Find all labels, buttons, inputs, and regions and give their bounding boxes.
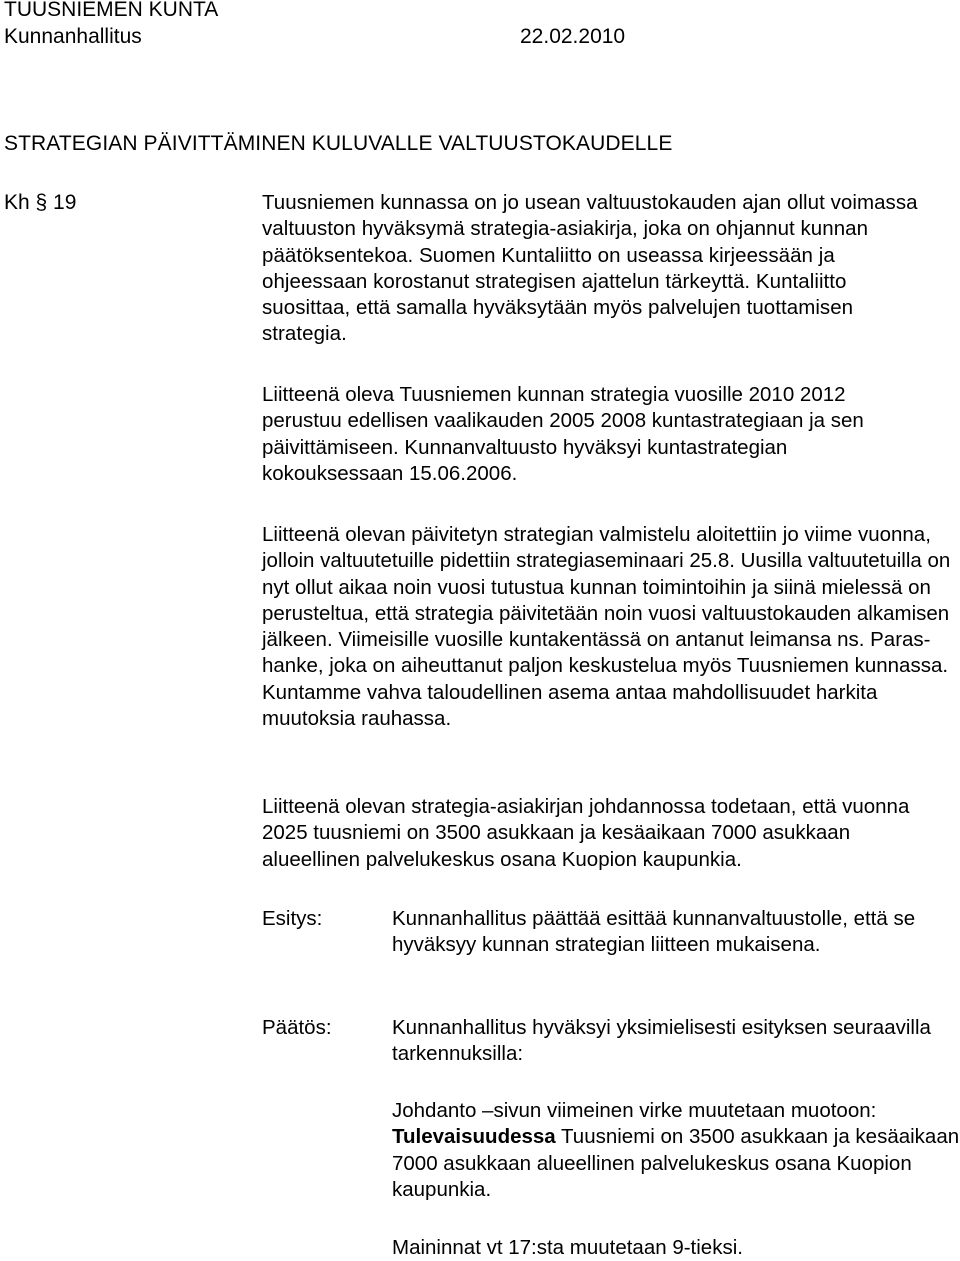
amendment-keyword: Tulevaisuudessa [392,1125,556,1149]
decision-label: Päätös: [262,1016,332,1039]
proposal-label: Esitys: [262,907,323,930]
municipality-name: TUUSNIEMEN KUNTA [4,0,219,21]
paragraph-update-process: Liitteenä olevan päivitetyn strategian valmistelu aloitettiin jo viime vuonna, jolloin valtuutetuille pidettiin strategiaseminaari 25.8. Uusilla valtuutetuilla on nyt ollut aikaa noin vuosi tutustua kunnan toimintoihin ja siinä mielessä on perusteltua, että strategia päivitetään noin vuosi valtuustokauden alkamisen jälkeen. Viimeisille vuosille kuntakentässä on antanut leimansa ns. Paras-hanke, joka on aiheuttanut paljon keskustelua myös Tuusniemen kunnassa. Kuntamme vahva taloudellinen asema antaa mahdollisuudet harkita muutoksia rauhassa. [262,523,951,731]
board-name: Kunnanhallitus [4,25,142,48]
meeting-date: 22.02.2010 [520,25,626,48]
amendment-intro: Johdanto –sivun viimeinen virke muutetaan muotoon: [392,1099,877,1122]
paragraph-intro: Tuusniemen kunnassa on jo usean valtuustokauden ajan ollut voimassa valtuuston hyväksymä strategia-asiakirja, joka on ohjannut kunnan päätöksentekoa. Suomen Kuntaliitto on useassa kirjeessään ja ohjeessaan korostanut strategisen ajattelun tärkeyttä. Kuntaliitto suosittaa, että samalla hyväksytään myös palvelujen tuottamisen strategia. [262,191,918,346]
paragraph-previous-strategy: Liitteenä oleva Tuusniemen kunnan strategia vuosille 2010 2012 perustuu edellisen vaalikauden 2005 2008 kuntastrategiaan ja sen päivittämiseen. Kunnanvaltuusto hyväksyi kuntastrategian kokouksessaan 15.06.2006. [262,383,864,485]
document-title: STRATEGIAN PÄIVITTÄMINEN KULUVALLE VALTUUSTOKAUDELLE [4,132,673,155]
amendment-block [392,1098,960,1203]
decision-text: Kunnanhallitus hyväksyi yksimielisesti esityksen seuraavilla tarkennuksilla: [392,1016,931,1066]
section-code: Kh § 19 [4,191,77,214]
route-note: Maininnat vt 17:sta muutetaan 9-tieksi. [392,1236,743,1259]
amendment-text: Tuusniemi on 3500 asukkaan ja kesäaikaan 7000 asukkaan alueellinen palvelukeskus osana Kuopion kaupunkia. [392,1125,960,1201]
paragraph-vision: Liitteenä olevan strategia-asiakirjan johdannossa todetaan, että vuonna 2025 tuusniemi on 3500 asukkaan ja kesäaikaan 7000 asukkaan alueellinen palvelukeskus osana Kuopion kaupunkia. [262,795,910,871]
proposal-text: Kunnanhallitus päättää esittää kunnanvaltuustolle, että se hyväksyy kunnan strategian liitteen mukaisena. [392,907,916,957]
